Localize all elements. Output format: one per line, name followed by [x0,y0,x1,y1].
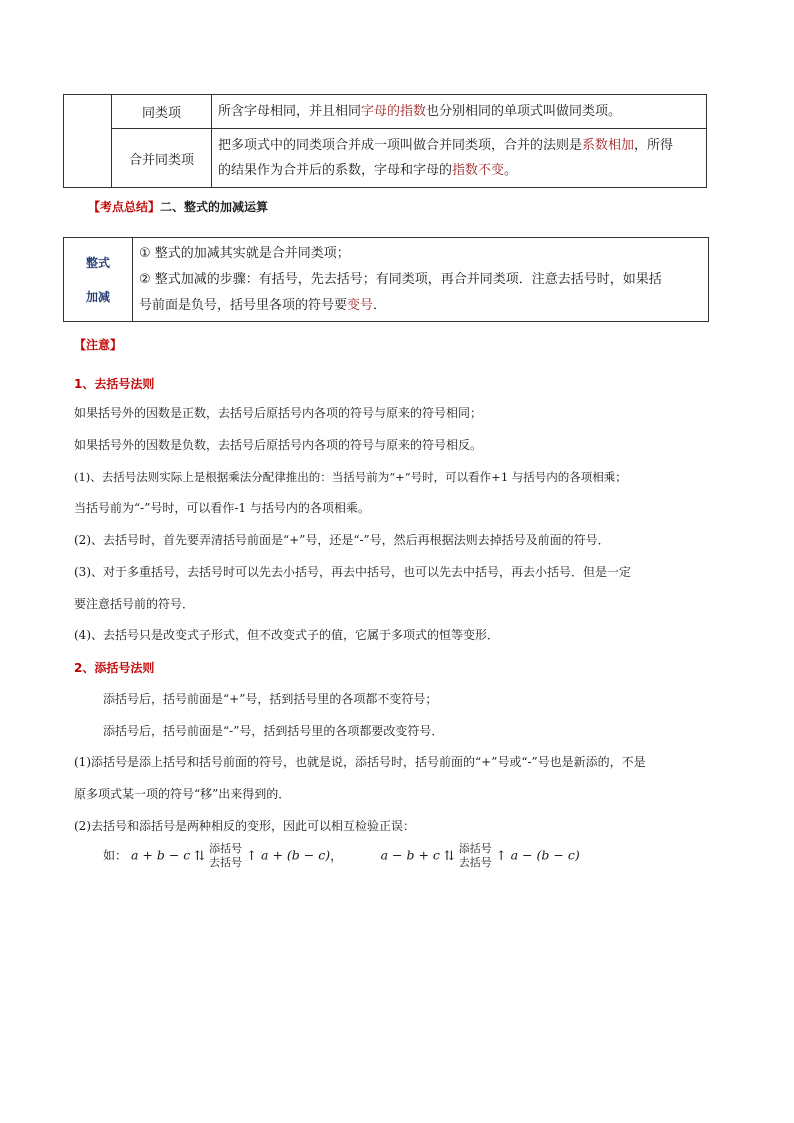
paragraph-line: 添括号后，括号前面是“+”号，括到括号里的各项都不变符号； [103,692,438,706]
heading-text: 二、整式的加减运算 [160,200,269,214]
row-label: 合并同类项 [112,129,212,188]
paragraph-line: (1)添括号是添上括号和括号前面的符号，也就是说，添括号时，括号前面的“+”号或“-”号也是新添的，不是 [74,755,646,769]
row-definition [212,95,707,129]
paragraph-line: 要注意括号前的符号． [74,597,195,611]
highlight-segment: 指数不变 [452,163,505,178]
paragraph-line: (2)去括号和添括号是两种相反的变形，因此可以相互检验正误： [74,819,416,833]
add-parentheses-label: 添括号 [209,842,243,855]
list-item: ② 整式加减的步骤：有括号，先去括号；有同类项，再合并同类项．注意去括号时，如果括 [139,271,662,287]
formula-expression: a − b + c [380,847,440,863]
text-segment: 。 [504,163,518,178]
paragraph-line: (1)、去括号法则实际上是根据乘法分配律推出的：当括号前为“+”号时，可以看作+1 与括号内的各项相乘； [74,470,627,484]
paragraph-line: 添括号后，括号前面是“-”号，括到括号里的各项都要改变符号． [103,724,444,738]
summary-table [63,237,709,322]
highlight-segment: 变号 [347,297,374,313]
formula-expression: a + b − c [131,847,191,863]
note-title: 【注意】 [74,338,123,352]
table-row [64,129,707,188]
row-content [133,238,709,322]
paragraph-line: 原多项式某一项的符号“移”出来得到的． [74,787,291,801]
table-blank-cell [64,95,112,188]
paragraph-line: (4)、去括号只是改变式子形式，但不改变式子的值，它属于多项式的恒等变形． [74,628,500,642]
label-line: 整式 [85,255,110,270]
table-row [64,238,709,322]
section-heading [88,198,268,215]
list-item: ① 整式的加减其实就是合并同类项； [139,245,350,261]
text-segment: 也分别相同的单项式叫做同类项。 [426,104,622,119]
highlight-segment: 字母的指数 [361,104,427,119]
section-title: 2、添括号法则 [74,661,155,675]
row-label: 同类项 [112,95,212,129]
text-segment: 把多项式中的同类项合并成一项叫做合并同类项，合并的法则是 [218,138,583,153]
text-segment: 的结果作为合并后的系数，字母和字母的 [218,163,453,178]
highlight-segment: 系数相加 [582,138,635,153]
label-line: 加减 [85,289,110,304]
double-arrow-icon: ⇅ [443,848,455,864]
transform-labels [209,842,242,870]
definition-table [63,94,707,188]
paragraph-line: (2)、去括号时，首先要弄清括号前面是“+”号，还是“-”号，然后再根据法则去掉括号及前面的符号． [74,533,610,547]
remove-parentheses-label: 去括号 [458,856,492,869]
formula-expression: a − (b − c) [510,847,580,863]
formula-prefix: 如： [103,848,128,863]
formula-example [103,842,580,870]
paragraph-line: (3)、对于多重括号，去括号时可以先去小括号，再去中括号，也可以先去中括号，再去小括号．但是一定 [74,565,632,579]
paragraph-line: 如果括号外的因数是正数，去括号后原括号内各项的符号与原来的符号相同； [74,406,483,420]
formula-separator: ， [330,847,343,863]
formula-expression: a + (b − c) [261,847,331,863]
text-segment: ，所得 [634,138,674,153]
row-label [64,238,133,322]
transform-labels [459,842,492,870]
up-arrow-icon: ↑ [246,848,258,864]
text-segment: 所含字母相同，并且相同 [218,104,362,119]
heading-bracket: 【考点总结】 [88,200,161,214]
add-parentheses-label: 添括号 [458,842,492,855]
row-definition [212,129,707,188]
paragraph-line: 当括号前为“-”号时，可以看作-1 与括号内的各项相乘。 [74,501,370,515]
remove-parentheses-label: 去括号 [209,856,243,869]
text-segment: 号前面是负号，括号里各项的符号要 [139,297,348,313]
up-arrow-icon: ↑ [495,848,507,864]
double-arrow-icon: ⇅ [194,848,206,864]
section-title: 1、去括号法则 [74,377,155,391]
table-row [64,95,707,129]
paragraph-line: 如果括号外的因数是负数，去括号后原括号内各项的符号与原来的符号相反。 [74,438,483,452]
text-segment: ． [373,297,387,313]
